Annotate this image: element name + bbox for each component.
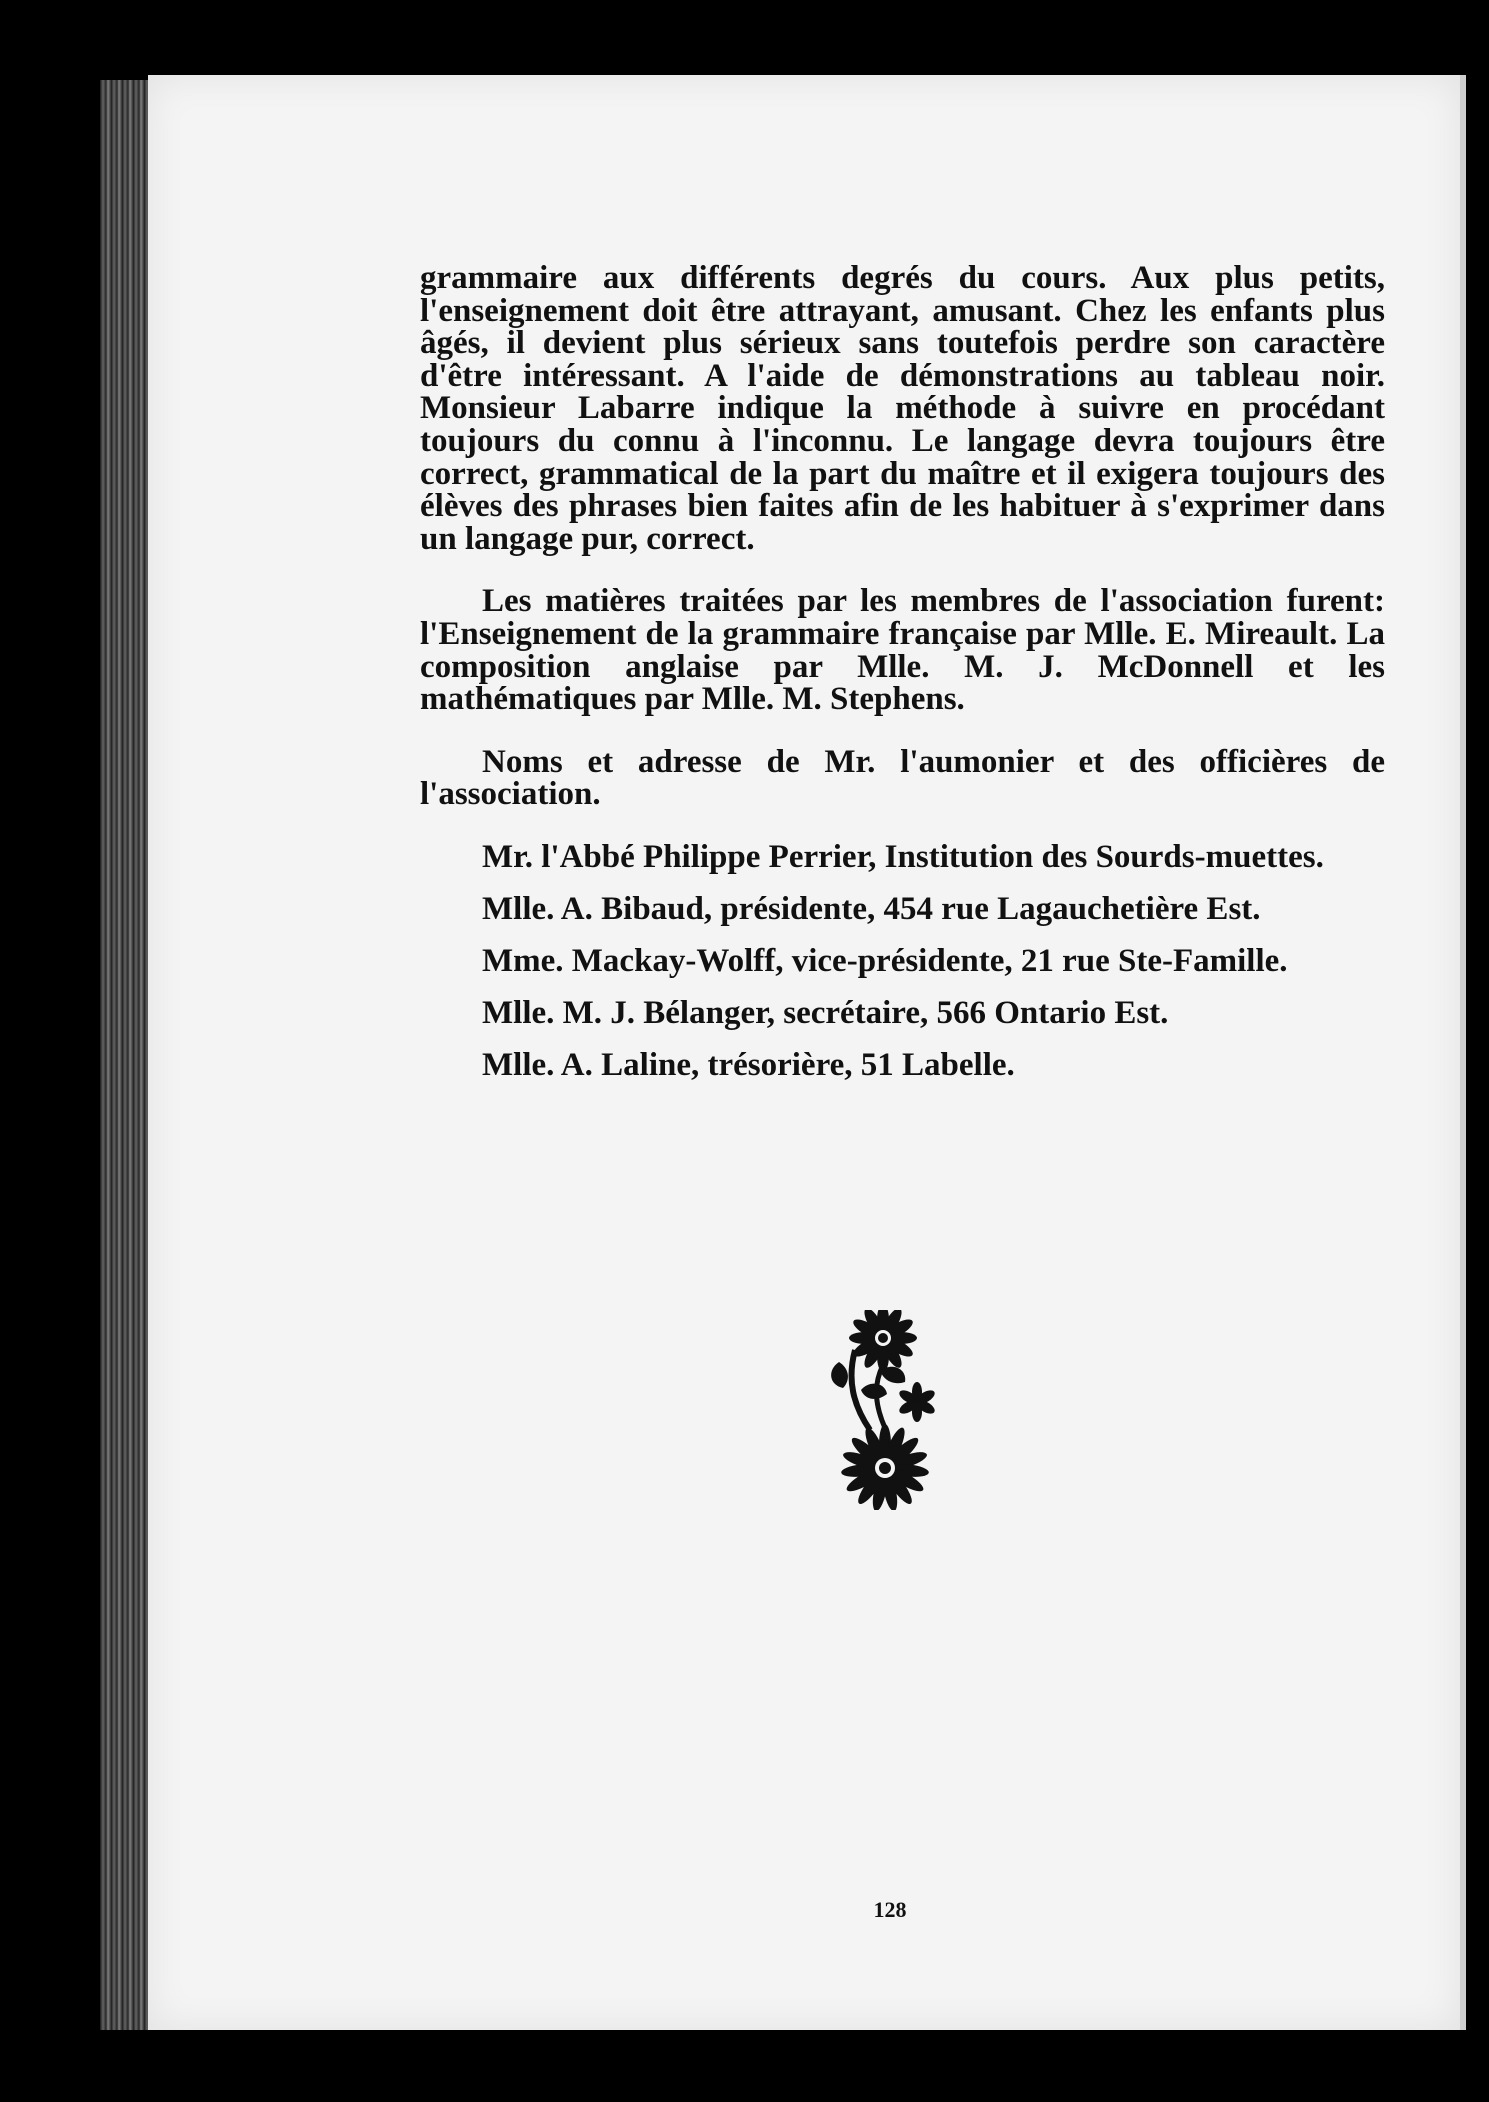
page-edge <box>1460 75 1466 2030</box>
text-block <box>420 262 1385 1101</box>
officer-item: Mme. Mackay-Wolff, vice-présidente, 21 rue Ste-Famille. <box>482 942 1288 979</box>
paragraph-grammaire: grammaire aux différents degrés du cours. Aux plus petits, l'enseignement doit être attrayant, amusant. Chez les enfants plus âgés, il devient plus sérieux sans toutefois perdre son caractère d'être intéressant. A l'aide de démonstrations au tableau noir. Monsieur Labarre indique la méthode à suivre en procédant toujours du connu à l'inconnu. Le langage devra toujours être correct, grammatical de la part du maître et il exigera toujours des élèves des phrases bien faites afin de les habituer à s'exprimer dans un langage pur, correct. <box>420 260 1385 557</box>
page-number: 128 <box>873 1897 907 1922</box>
officer-item: Mr. l'Abbé Philippe Perrier, Institution des Sourds-muettes. <box>482 838 1324 875</box>
officer-item: Mlle. A. Laline, trésorière, 51 Labelle. <box>482 1046 1015 1083</box>
paragraph-noms: Noms et adresse de Mr. l'aumonier et des officières de l'association. <box>420 743 1385 813</box>
officer-item: Mlle. M. J. Bélanger, secrétaire, 566 Ontario Est. <box>482 994 1169 1031</box>
floral-ornament-icon <box>825 1310 950 1510</box>
officer-item: Mlle. A. Bibaud, présidente, 454 rue Lagauchetière Est. <box>482 890 1261 927</box>
officer-list <box>420 838 1385 1083</box>
paragraph-matieres: Les matières traitées par les membres de l'association furent: l'Enseignement de la grammaire française par Mlle. E. Mireault. La composition anglaise par Mlle. M. J. McDonnell et les mathématiques par Mlle. M. Stephens. <box>420 583 1385 718</box>
